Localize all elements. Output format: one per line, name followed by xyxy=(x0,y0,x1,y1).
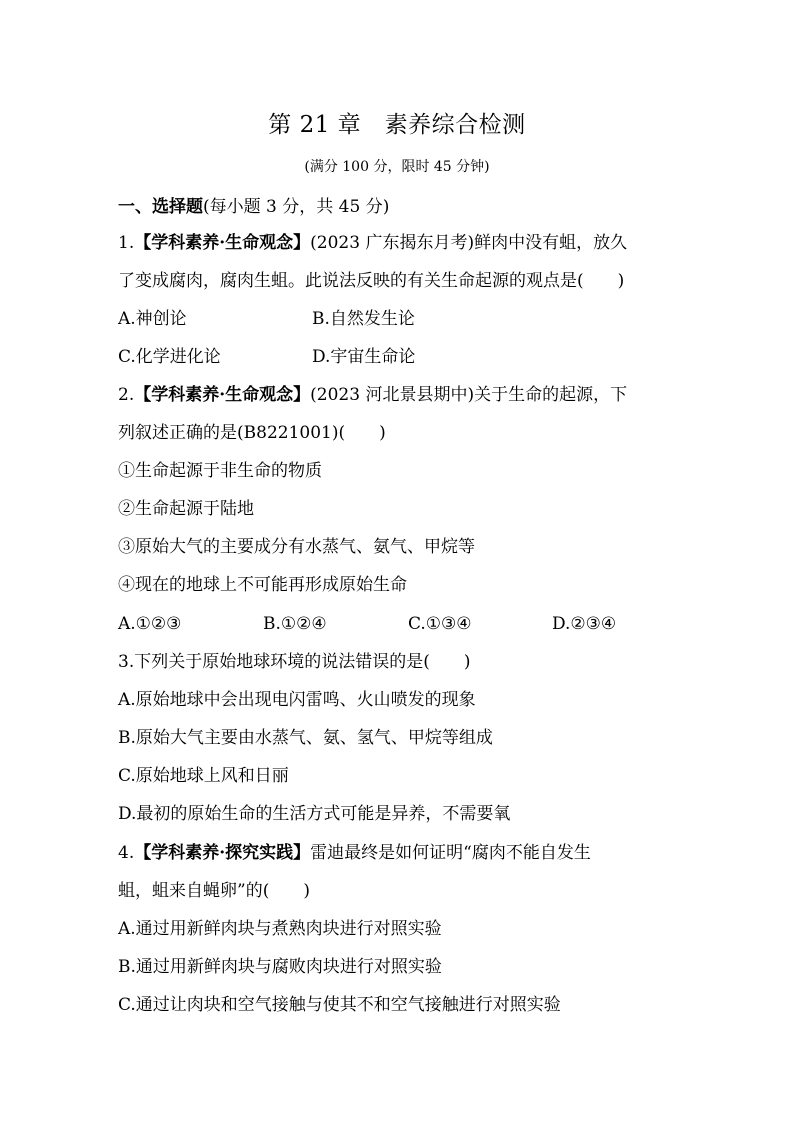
q4-option-b: B.通过用新鲜肉块与腐败肉块进行对照实验 xyxy=(118,957,442,977)
q4-option-a: A.通过用新鲜肉块与煮熟肉块进行对照实验 xyxy=(118,919,442,939)
answer-paren: ) xyxy=(463,652,471,672)
q2-option-a: A.①②③ xyxy=(118,614,182,634)
question-number: 4. xyxy=(118,843,135,863)
question-tag: 【学科素养·生命观念】 xyxy=(134,233,311,253)
section-note: (每小题 3 分，共 45 分) xyxy=(203,197,390,217)
question-text: 蛆，蛆来自蝇卵”的( xyxy=(118,881,270,901)
answer-paren: ) xyxy=(379,423,386,443)
question-text: (2023 河北景县期中)关于生命的起源，下 xyxy=(310,385,628,405)
q3-option-c: C.原始地球上风和日丽 xyxy=(118,766,289,786)
q1-option-a: A.神创论 xyxy=(118,309,187,329)
question-text: 列叙述正确的是(B8221001)( xyxy=(118,423,346,443)
section-heading xyxy=(118,192,389,217)
q4-option-c: C.通过让肉块和空气接触与使其不和空气接触进行对照实验 xyxy=(118,995,561,1015)
question-text: (2023 广东揭东月考)鲜肉中没有蛆，放久 xyxy=(310,233,628,253)
q3-option-a: A.原始地球中会出现电闪雷鸣、火山喷发的现象 xyxy=(118,690,476,710)
q1-option-c: C.化学进化论 xyxy=(118,347,221,367)
q2-statement-4: ④现在的地球上不可能再形成原始生命 xyxy=(118,575,407,595)
question-text: 了变成腐肉，腐肉生蛆。此说法反映的有关生命起源的观点是( xyxy=(118,271,584,291)
q2-option-d: D.②③④ xyxy=(552,614,617,634)
q3-option-b: B.原始大气主要由水蒸气、氨、氢气、甲烷等组成 xyxy=(118,728,493,748)
q2-statement-2: ②生命起源于陆地 xyxy=(118,499,254,519)
q2-statement-1: ①生命起源于非生命的物质 xyxy=(118,461,322,481)
q1-option-b: B.自然发生论 xyxy=(312,309,415,329)
question-3-line-1 xyxy=(118,650,471,674)
page-title: 第 21 章 素养综合检测 xyxy=(268,112,526,138)
question-number: 1. xyxy=(118,233,135,253)
question-2-line-1 xyxy=(118,383,627,407)
q2-option-b: B.①②④ xyxy=(263,614,327,634)
question-4-line-2 xyxy=(118,879,310,903)
q3-option-d: D.最初的原始生命的生活方式可能是异养，不需要氧 xyxy=(118,804,511,824)
answer-paren: ) xyxy=(303,881,310,901)
question-4-line-1 xyxy=(118,841,591,865)
question-tag: 【学科素养·生命观念】 xyxy=(134,385,311,405)
question-text: 雷迪最终是如何证明“腐肉不能自发生 xyxy=(310,843,591,863)
section-label: 一、选择题 xyxy=(118,197,203,217)
q2-statement-3: ③原始大气的主要成分有水蒸气、氨气、甲烷等 xyxy=(118,537,475,557)
page-subtitle: (满分 100 分，限时 45 分钟) xyxy=(304,159,490,175)
question-number: 2. xyxy=(118,385,135,405)
question-tag: 【学科素养·探究实践】 xyxy=(134,843,311,863)
q1-option-d: D.宇宙生命论 xyxy=(312,347,416,367)
question-text: 3.下列关于原始地球环境的说法错误的是( xyxy=(118,652,430,672)
question-1-line-2 xyxy=(118,269,624,293)
question-1-line-1 xyxy=(118,231,627,255)
q2-option-c: C.①③④ xyxy=(408,614,472,634)
question-2-line-2 xyxy=(118,421,386,445)
answer-paren: ) xyxy=(617,271,625,291)
